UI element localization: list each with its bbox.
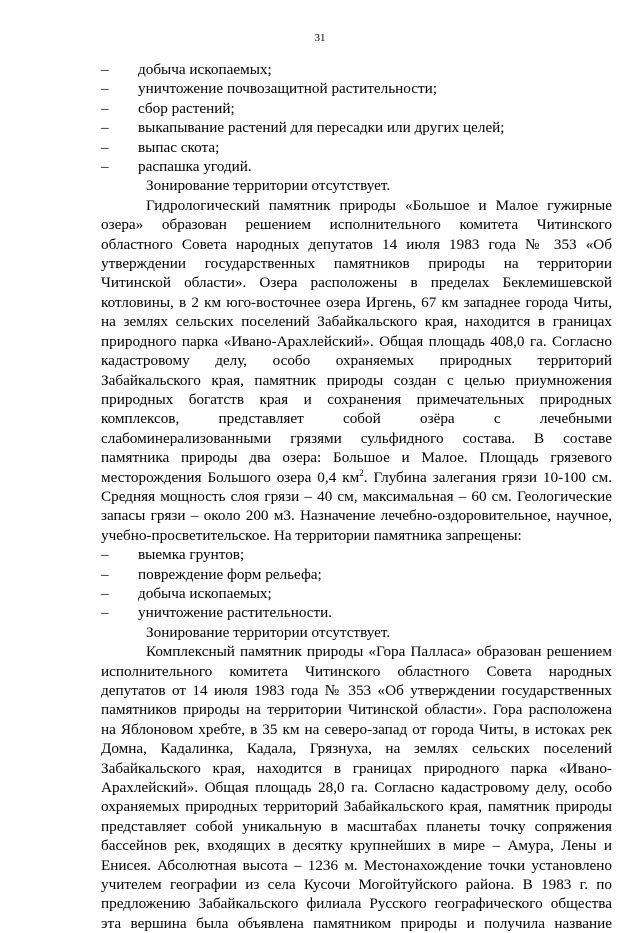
paragraph-line: предложению Забайкальского филиала Русского географического общества	[101, 895, 612, 913]
paragraph-line: природного парка «Ивано-Арахлейский». Общая площадь 408,0 га. Согласно	[101, 332, 612, 350]
list-item	[101, 157, 612, 176]
paragraph-line	[101, 468, 612, 487]
page-number: 31	[314, 32, 326, 44]
paragraph-line: областного Совета народных депутатов 14 июля 1983 года № 353 «Об	[101, 235, 612, 253]
list-dash: –	[101, 565, 109, 583]
list-item-text: выпас скота;	[138, 138, 220, 156]
paragraph-line: Комплексный памятник природы «Гора Палласа» образован решением	[146, 643, 612, 661]
text-run: . Глубина залегания грязи 10-100 см.	[363, 468, 612, 486]
superscript: 2	[359, 467, 364, 478]
paragraph-line: утверждении государственных памятников природы на территории	[101, 255, 612, 273]
list-item-text: выкапывание растений для пересадки или других целей;	[138, 119, 505, 137]
paragraph-line: озера» образован решением исполнительного комитета Читинского	[101, 216, 612, 234]
paragraph-line: памятников природы на территории Читинской области». Гора расположена	[101, 701, 612, 719]
list-item-text: распашка угодий.	[138, 158, 252, 176]
paragraph-line: памятника природы два озера: Большое и Малое. Площадь грязевого	[101, 449, 612, 467]
paragraph-line: учебно-просветительское. На территории памятника запрещены:	[101, 526, 522, 544]
paragraph-line: кадастровому делу, особо охраняемых природных территорий	[101, 352, 612, 370]
list-dash: –	[101, 546, 109, 564]
list-dash: –	[101, 99, 109, 117]
list-item-text: выемка грунтов;	[138, 546, 245, 564]
list-item	[101, 565, 612, 584]
paragraph-line: эта вершина была объявлена памятником природы и получила название	[101, 914, 612, 932]
paragraph-line: слабоминерализованными грязями сульфидного состава. В составе	[101, 429, 612, 447]
paragraph-line: исполнительного комитета Читинского областного Совета народных	[101, 662, 612, 680]
text-run: месторождения Большого озера 0,4 км	[101, 468, 360, 486]
paragraph-line: бассейнов рек, входящих в десятку крупнейших в мире – Амура, Лены и	[101, 837, 612, 855]
paragraph-line: запасы грязи – около 200 м3. Назначение лечебно-оздоровительное, научное,	[101, 507, 612, 525]
list-item-text: уничтожение почвозащитной растительности;	[138, 80, 437, 98]
paragraph-line: Домна, Кадалинка, Кадала, Грязнуха, на землях сельских поселений	[101, 740, 612, 758]
paragraph-line: Забайкальского края, памятник природы создан с целью приумножения	[101, 371, 612, 389]
paragraph-line: Забайкальского края, находится в границах природного парка «Ивано-	[101, 759, 612, 777]
paragraph-line: представляет собой уникальную в масштабах планеты точку сопряжения	[101, 817, 612, 835]
list-dash: –	[101, 604, 109, 622]
paragraph-line: Гидрологический памятник природы «Большое и Малое гужирные	[146, 196, 612, 214]
list-item-text: сбор растений;	[138, 99, 235, 117]
paragraph-line: Енисея. Абсолютная высота – 1236 м. Местонахождение точки установлено	[101, 856, 612, 874]
list-item-text: добыча ископаемых;	[138, 61, 272, 78]
paragraph-line: комплексов, представляет собой озёра с лечебными	[101, 410, 612, 428]
zoning-note: Зонирование территории отсутствует.	[146, 623, 391, 641]
paragraph-line: природных богатств края и сохранения примечательных природных	[101, 390, 612, 408]
document-body	[101, 60, 612, 933]
zoning-note: Зонирование территории отсутствует.	[146, 177, 391, 195]
list-item	[101, 60, 612, 79]
paragraph-line: на Яблоновом хребте, в 35 км на северо-запад от города Читы, в истоках рек	[101, 720, 612, 738]
list-dash: –	[101, 119, 109, 137]
list-item-text: повреждение форм рельефа;	[138, 565, 322, 583]
list-dash: –	[101, 80, 109, 98]
paragraph-line: Средняя мощность слоя грязи – 40 см, максимальная – 60 см. Геологические	[101, 487, 612, 505]
paragraph-line: учителем географии из села Кусочи Могойтуйского района. В 1983 г. по	[101, 876, 612, 894]
paragraph-line: депутатов от 14 июля 1983 года № 353 «Об утверждении государственных	[101, 682, 612, 699]
list-item	[101, 79, 612, 98]
paragraph-line: котловины, в 2 км юго-восточнее озера Иргень, 67 км западнее города Читы,	[101, 293, 612, 311]
list-item	[101, 545, 612, 564]
paragraph-line: Арахлейский». Общая площадь 28,0 га. Согласно кадастровому делу, особо	[101, 779, 612, 797]
list-dash: –	[101, 61, 109, 78]
list-item	[101, 603, 612, 622]
list-item	[101, 584, 612, 603]
list-dash: –	[101, 138, 109, 156]
list-dash: –	[101, 158, 109, 176]
list-item	[101, 138, 612, 157]
paragraph-line: на землях сельских поселений Забайкальского края, находится в границах	[101, 313, 612, 331]
list-item-text: уничтожение растительности.	[138, 604, 333, 622]
list-item-text: добыча ископаемых;	[138, 584, 272, 602]
paragraph-line: Читинской области». Озера расположены в пределах Беклемишевской	[101, 274, 612, 292]
list-dash: –	[101, 584, 109, 602]
list-item	[101, 99, 612, 118]
list-item	[101, 118, 612, 137]
paragraph-line: охраняемых природных территорий Забайкальского края, памятник природы	[101, 798, 612, 816]
